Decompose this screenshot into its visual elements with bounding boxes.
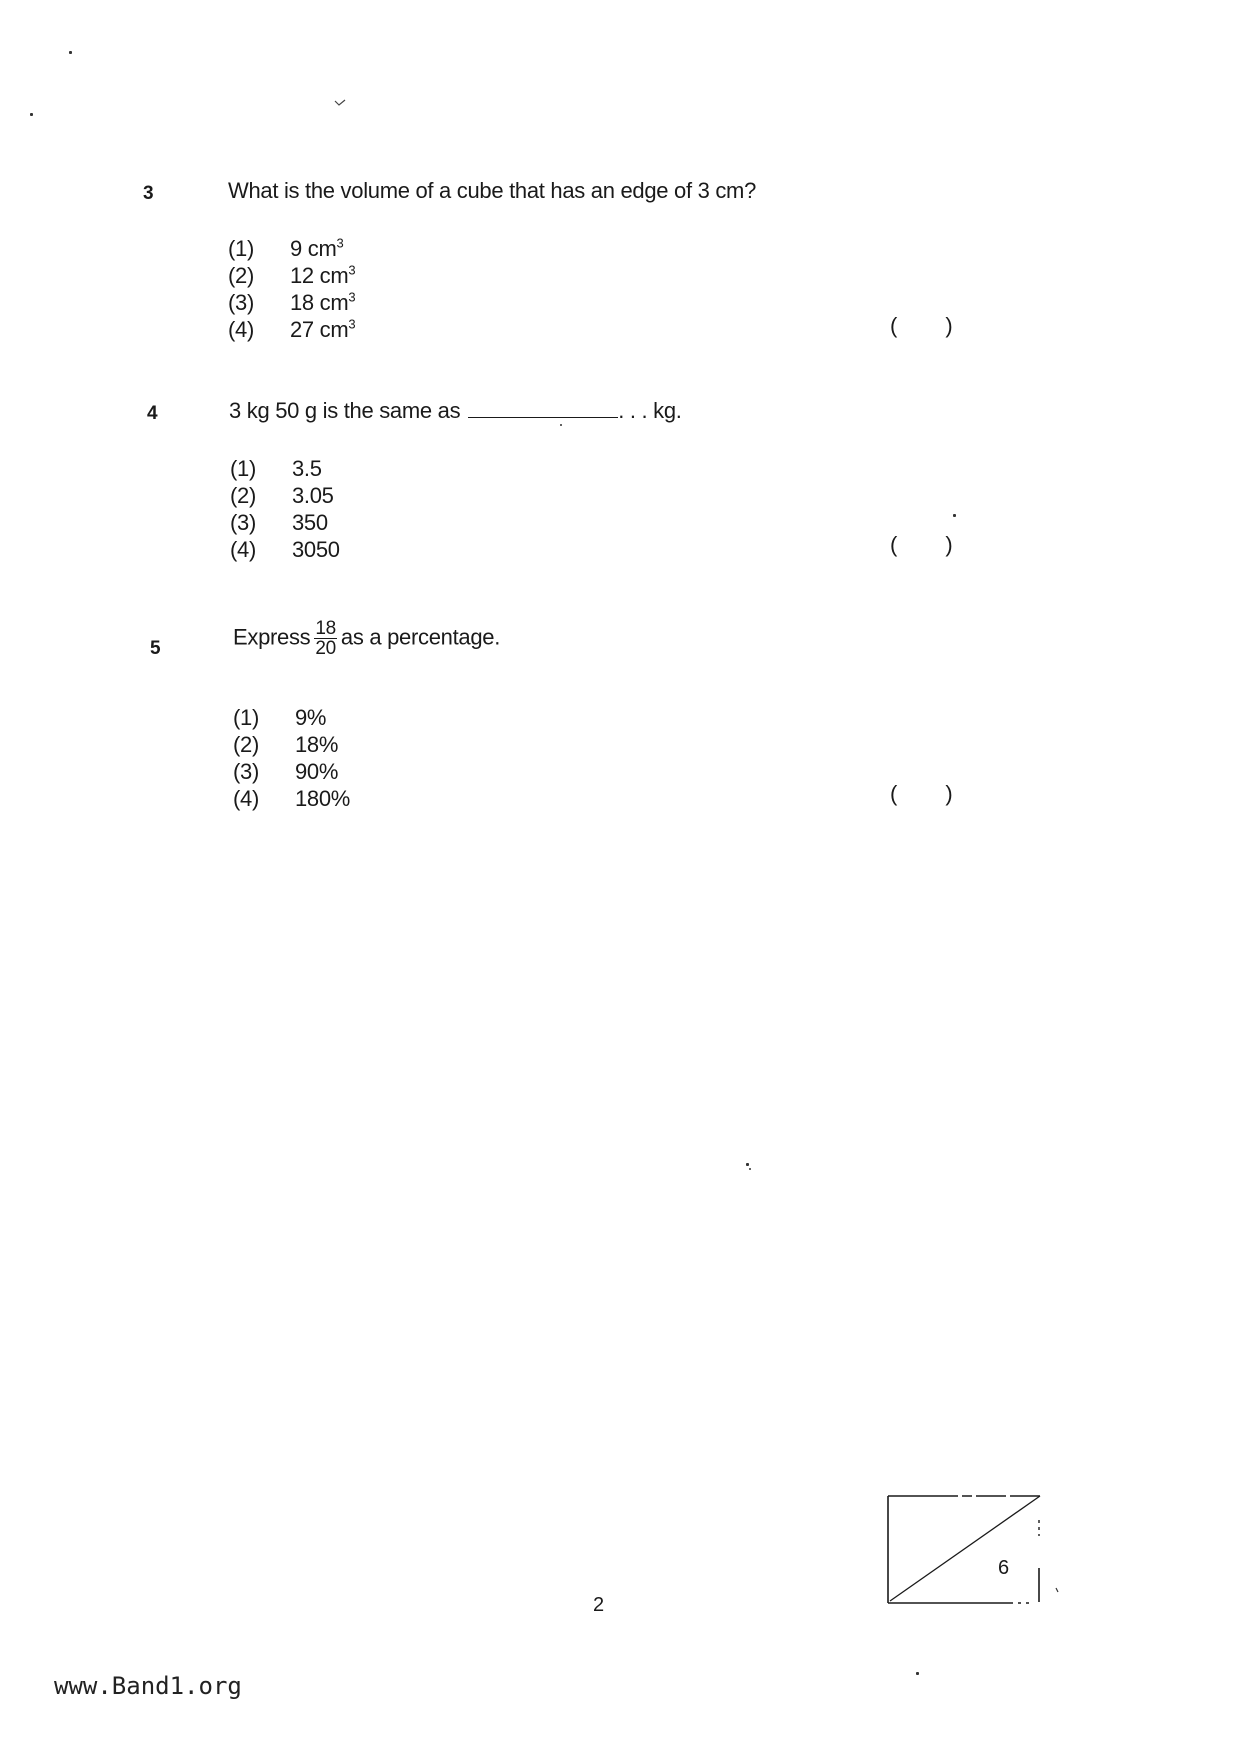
scan-speck <box>560 424 562 426</box>
option-value: 12 cm <box>290 263 349 288</box>
option-value: 18% <box>295 732 339 757</box>
option-exponent: 3 <box>348 289 356 305</box>
option-label: (3) <box>233 759 259 784</box>
option-value: 3.05 <box>292 483 334 508</box>
option-label: (4) <box>228 317 254 342</box>
option-value: 180% <box>295 786 351 811</box>
bracket-close: ) <box>945 532 953 557</box>
bracket-close: ) <box>945 781 953 806</box>
option-3 <box>228 290 355 316</box>
option-1 <box>228 236 343 262</box>
option-value: 3.5 <box>292 456 322 481</box>
option-label: (2) <box>228 263 254 288</box>
scan-speck <box>69 51 72 54</box>
prompt-after: . . . kg. <box>618 398 682 423</box>
bracket-open: ( <box>890 532 898 557</box>
prompt-before: Express <box>233 624 311 650</box>
option-label: (1) <box>233 705 259 730</box>
option-value: 9% <box>295 705 327 730</box>
option-3 <box>230 510 328 536</box>
option-2 <box>228 263 355 289</box>
option-label: (2) <box>233 732 259 757</box>
scan-speck <box>953 514 956 517</box>
option-label: (4) <box>230 537 256 562</box>
option-2 <box>230 483 334 509</box>
answer-bracket[interactable] <box>890 781 953 807</box>
option-value: 90% <box>295 759 339 784</box>
option-2 <box>233 732 338 758</box>
option-3 <box>233 759 338 785</box>
option-label: (1) <box>228 236 254 261</box>
option-4 <box>228 317 355 343</box>
question-prompt <box>229 398 682 424</box>
question-number: 4 <box>147 403 158 424</box>
question-number: 5 <box>150 638 161 659</box>
page-number: 2 <box>593 1594 605 1616</box>
prompt-after: as a percentage. <box>340 624 501 650</box>
question-number: 3 <box>143 183 154 204</box>
scan-speck <box>749 1168 751 1170</box>
scan-speck <box>916 1672 919 1675</box>
option-value: 9 cm <box>290 236 337 261</box>
fraction-numerator: 18 <box>315 618 336 639</box>
fraction-denominator: 20 <box>315 638 336 659</box>
scan-speck <box>30 113 33 116</box>
bracket-open: ( <box>890 781 898 806</box>
option-value: 18 cm <box>290 290 349 315</box>
option-label: (1) <box>230 456 256 481</box>
option-label: (3) <box>230 510 256 535</box>
answer-bracket[interactable] <box>890 313 953 339</box>
score-value: 6 <box>998 1557 1010 1579</box>
option-label: (3) <box>228 290 254 315</box>
answer-blank <box>468 399 618 418</box>
option-4 <box>233 786 350 812</box>
option-exponent: 3 <box>348 262 356 278</box>
answer-bracket[interactable] <box>890 532 953 558</box>
option-exponent: 3 <box>348 316 356 332</box>
prompt-before: 3 kg 50 g is the same as <box>229 398 461 423</box>
option-value: 3050 <box>292 537 340 562</box>
fraction <box>314 619 337 658</box>
footer-watermark: www.Band1.org <box>54 1672 242 1700</box>
bracket-open: ( <box>890 313 898 338</box>
option-exponent: 3 <box>336 235 344 251</box>
option-1 <box>233 705 326 731</box>
option-value: 350 <box>292 510 328 535</box>
scan-speck <box>746 1163 749 1166</box>
option-label: (4) <box>233 786 259 811</box>
option-4 <box>230 537 340 563</box>
option-1 <box>230 456 322 482</box>
score-box-frame <box>880 1490 1060 1620</box>
option-label: (2) <box>230 483 256 508</box>
scan-speck <box>334 99 346 107</box>
option-value: 27 cm <box>290 317 349 342</box>
question-prompt <box>233 619 500 658</box>
bracket-close: ) <box>945 313 953 338</box>
question-prompt: What is the volume of a cube that has an edge of 3 cm? <box>228 178 757 203</box>
